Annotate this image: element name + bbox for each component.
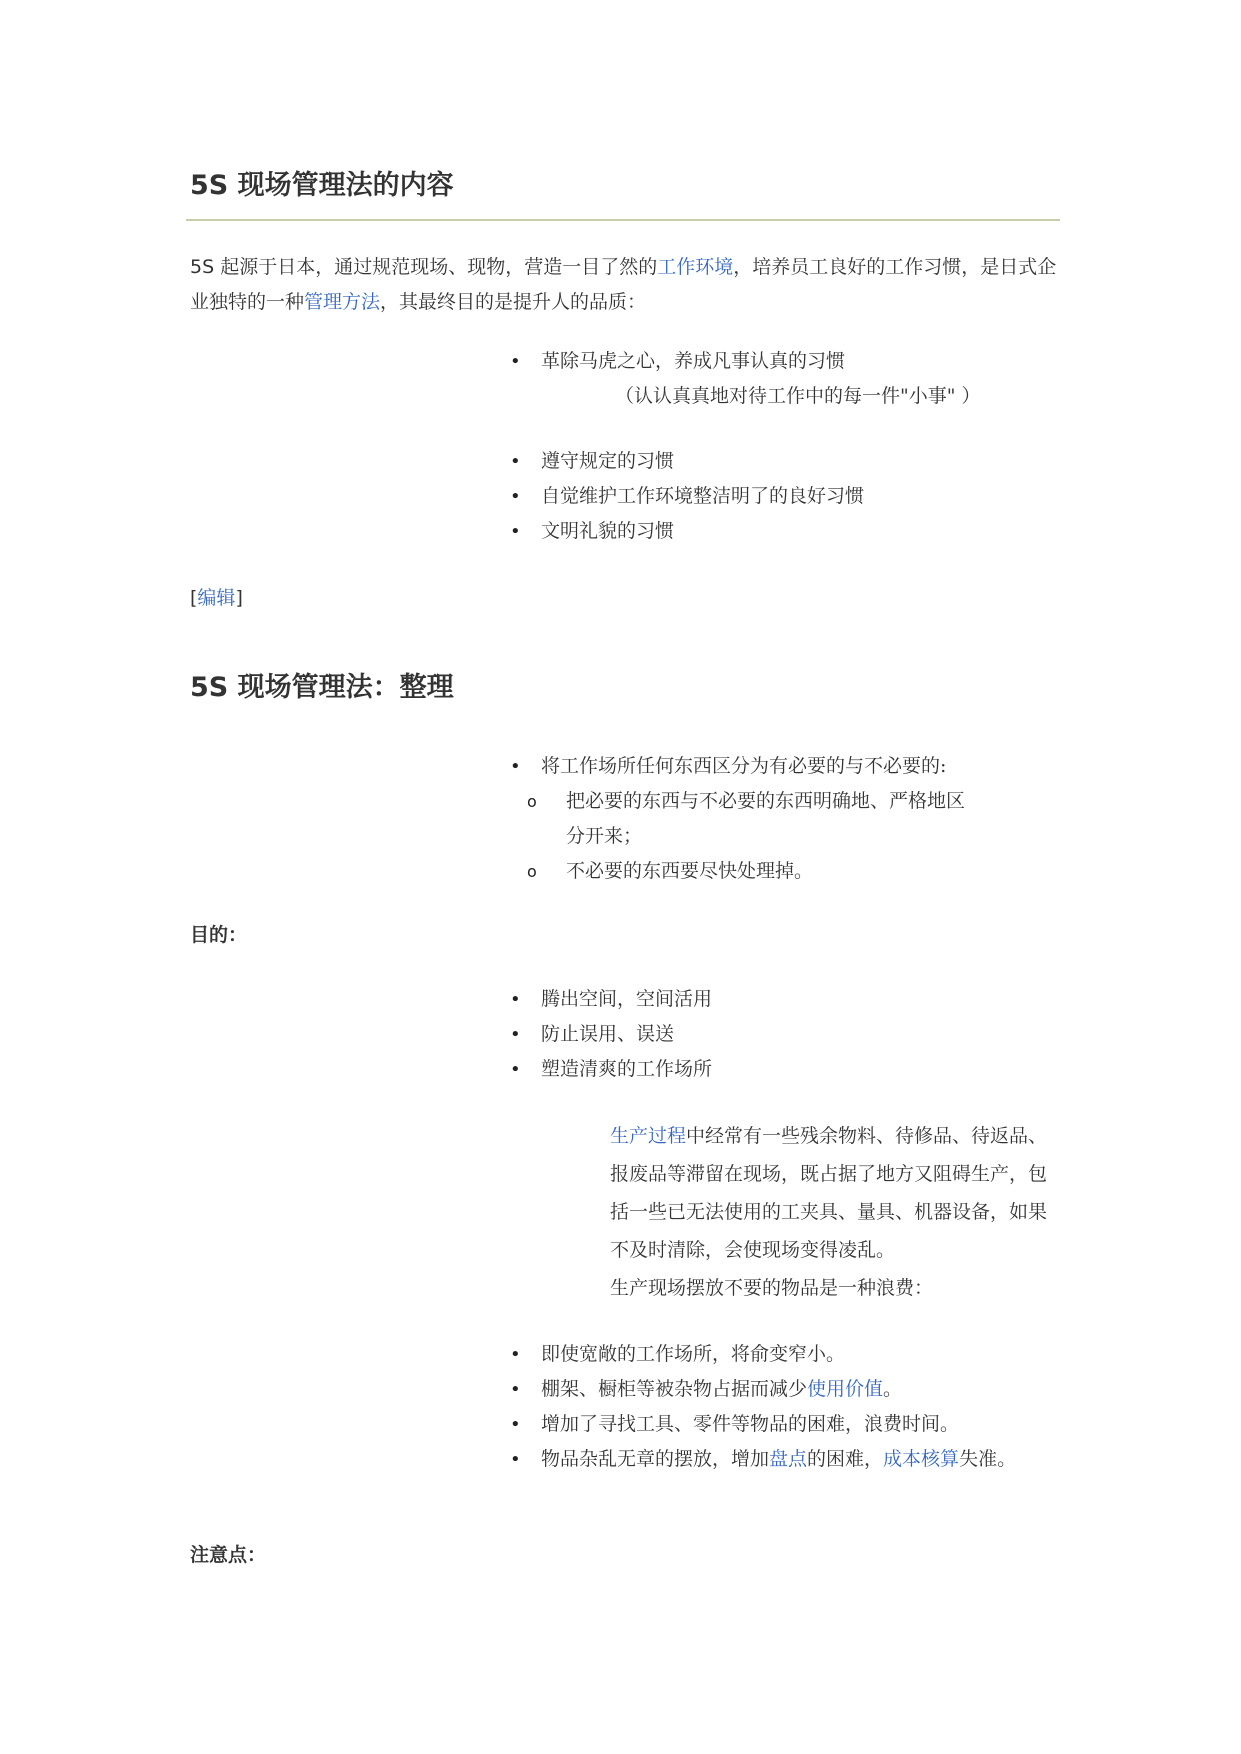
block-text-line2: 生产现场摆放不要的物品是一种浪费：: [610, 1277, 934, 1299]
list-item-text: 物品杂乱无章的摆放，增加: [541, 1448, 770, 1470]
link-production-process[interactable]: 生产过程: [610, 1125, 687, 1147]
intro-paragraph: [190, 250, 1058, 320]
intro-text-3: ，其最终目的是提升人的品质：: [380, 291, 647, 313]
sub-list: [510, 784, 1010, 889]
waste-description-block: [610, 1117, 1058, 1307]
list-item: [510, 1017, 1010, 1052]
list-item: [510, 514, 1050, 549]
bracket-close: ]: [235, 587, 243, 609]
intro-text-1: 5S 起源于日本，通过规范现场、现物，营造一目了然的: [190, 256, 658, 278]
link-management-method[interactable]: 管理方法: [304, 291, 381, 313]
link-work-environment[interactable]: 工作环境: [657, 256, 734, 278]
intro-text-2: ，培养员工良好的工作习惯，是日式企业独特的一种: [190, 256, 1057, 313]
sub-list-item-text: 不必要的东西要尽快处理掉。: [566, 860, 814, 882]
list-item-text: 遵守规定的习惯: [541, 450, 675, 472]
list-item: [510, 444, 1050, 479]
list-item-text: 防止误用、误送: [541, 1023, 675, 1045]
link-inventory[interactable]: 盘点: [769, 1448, 808, 1470]
link-use-value[interactable]: 使用价值: [807, 1378, 884, 1400]
list-item-text: 的困难，: [807, 1448, 884, 1470]
list-item-note: （认认真真地对待工作中的每一件"小事" ）: [615, 385, 981, 407]
purpose-label: 目的：: [190, 924, 248, 946]
edit-link[interactable]: 编辑: [197, 587, 236, 609]
section-heading-sort: 5S 现场管理法：整理: [190, 672, 454, 703]
list-item-text: 将工作场所任何东西区分为有必要的与不必要的:: [541, 755, 947, 777]
sort-list: [510, 749, 1010, 889]
list-item: [510, 982, 1010, 1017]
list-item: [510, 1442, 1021, 1477]
list-item-text: 增加了寻找工具、零件等物品的困难，浪费时间。: [541, 1413, 960, 1435]
list-item-text: 棚架、橱柜等被杂物占据而减少: [541, 1378, 808, 1400]
block-text: 中经常有一些残余物料、待修品、待返品、报废品等滞留在现场，既占据了地方又阻碍生产，包括一些已无法使用的工夹具、量具、机器设备，如果不及时清除，会使现场变得凌乱。: [610, 1125, 1048, 1261]
sub-list-item-text: 把必要的东西与不必要的东西明确地、严格地区分开来；: [566, 790, 966, 847]
section-heading-content: 5S 现场管理法的内容: [190, 170, 454, 201]
heading-divider: [186, 219, 1060, 221]
list-item-text: 革除马虎之心，养成凡事认真的习惯: [541, 350, 846, 372]
list-item-text-end: 。: [883, 1378, 903, 1400]
list-item: [510, 749, 1010, 784]
list-item: [510, 1337, 1030, 1372]
sub-list-item: [510, 854, 1010, 889]
list-item: [510, 344, 1050, 414]
list-item: [510, 1407, 1030, 1442]
list-item-text: 自觉维护工作环境整洁明了的良好习惯: [541, 485, 865, 507]
list-item-text: 腾出空间，空间活用: [541, 988, 713, 1010]
notes-label: 注意点：: [190, 1544, 267, 1566]
bracket-open: [: [190, 587, 198, 609]
sub-list-item: [510, 784, 976, 854]
list-item: [510, 479, 1050, 514]
list-item-text: 塑造清爽的工作场所: [541, 1058, 713, 1080]
list-item-text: 即使宽敞的工作场所，将俞变窄小。: [541, 1343, 846, 1365]
link-cost-accounting[interactable]: 成本核算: [883, 1448, 960, 1470]
purpose-list: [510, 982, 1010, 1087]
list-item: [510, 1052, 1010, 1087]
waste-list: [510, 1337, 1030, 1477]
list-item: [510, 1372, 1030, 1407]
list-item-text: 文明礼貌的习惯: [541, 520, 675, 542]
list-item-text-end: 失准。: [959, 1448, 1017, 1470]
sub-list-container: [510, 784, 1010, 889]
edit-link-wrapper: [190, 583, 243, 610]
habits-list: [510, 344, 1050, 549]
